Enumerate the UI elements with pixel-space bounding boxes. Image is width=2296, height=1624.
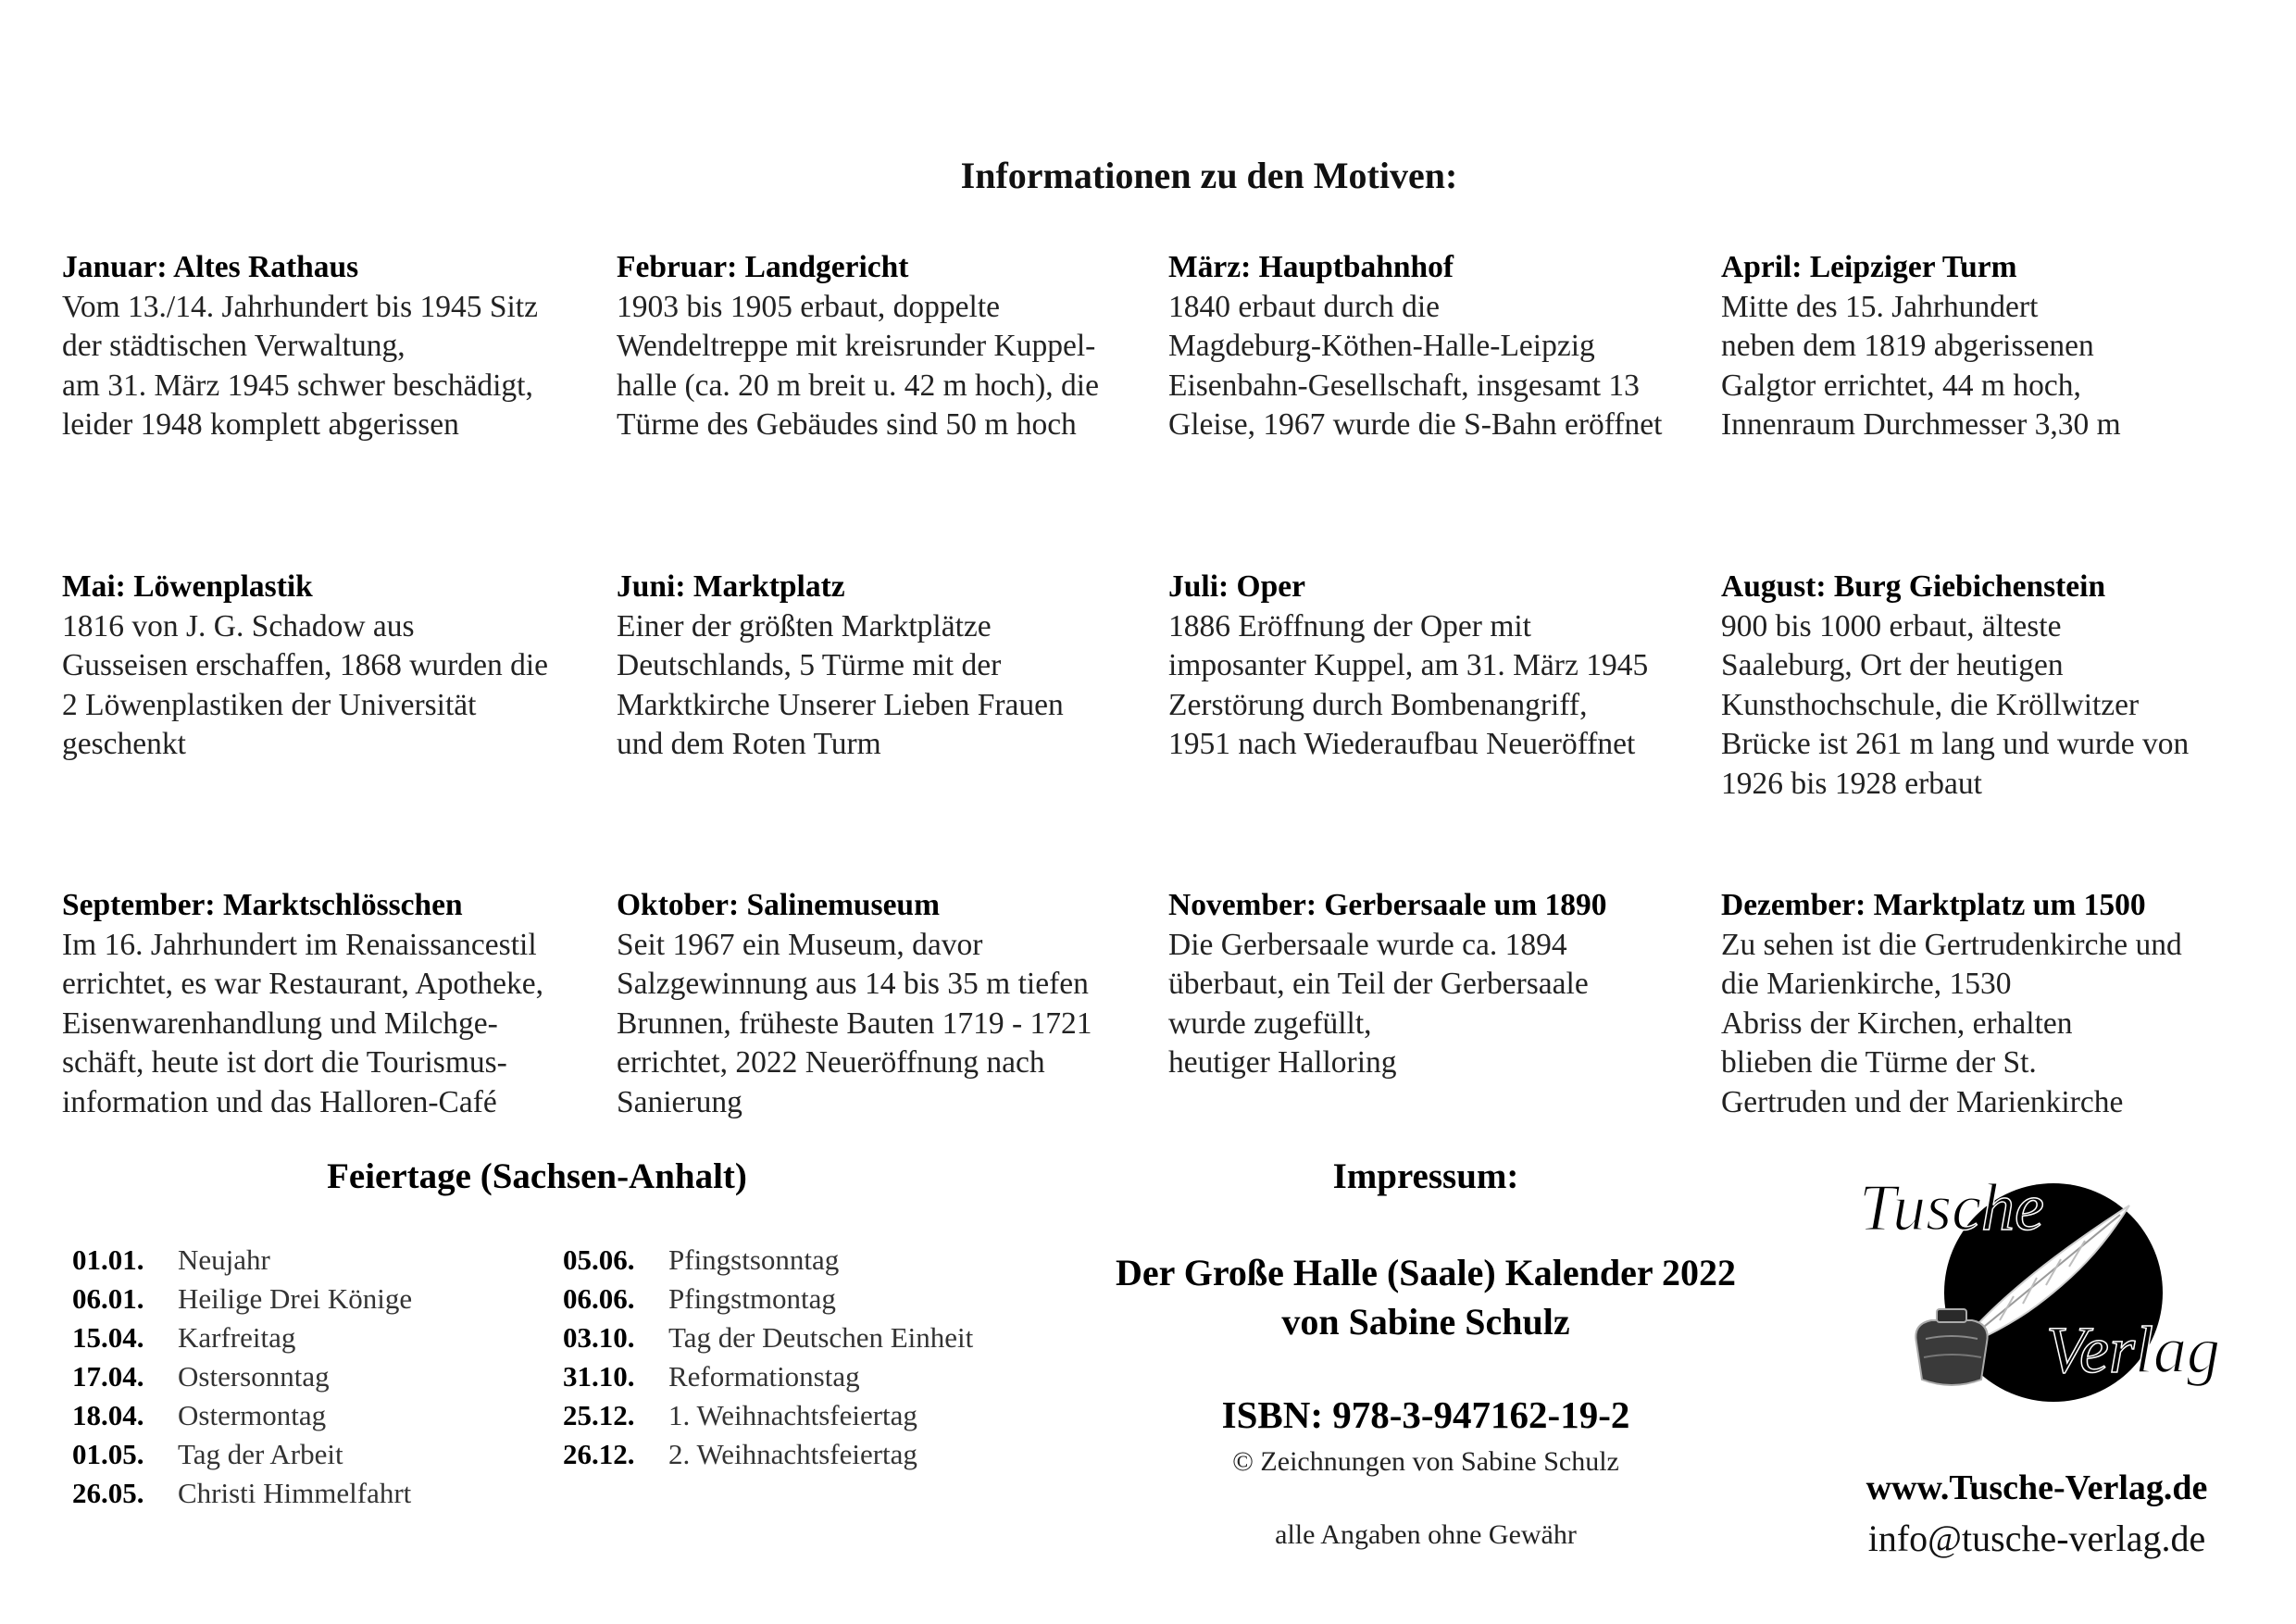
month-heading: September: Marktschlösschen <box>62 888 463 922</box>
holiday-row <box>563 1241 973 1280</box>
month-heading: Januar: Altes Rathaus <box>62 250 359 284</box>
holiday-row <box>72 1474 412 1513</box>
calendar-author: von Sabine Schulz <box>1281 1301 1570 1343</box>
holiday-row <box>72 1357 412 1396</box>
month-heading: Februar: Landgericht <box>617 250 909 284</box>
holiday-name: Christi Himmelfahrt <box>178 1477 412 1509</box>
month-heading: März: Hauptbahnhof <box>1168 250 1454 284</box>
holidays-title: Feiertage (Sachsen-Anhalt) <box>327 1156 747 1196</box>
month-info-february <box>617 248 1154 445</box>
month-heading: August: Burg Giebichenstein <box>1721 569 2106 604</box>
month-text: 1840 erbaut durch die Magdeburg-Köthen-Halle-Leipzig Eisenbahn-Gesellschaft, insgesamt 13 Gleise, 1967 wurde die S-Bahn eröffnet <box>1168 289 1663 442</box>
month-heading: Dezember: Marktplatz um 1500 <box>1721 888 2146 922</box>
month-heading: Juni: Marktplatz <box>617 569 845 604</box>
holiday-date: 05.06. <box>563 1243 635 1276</box>
holiday-name: Karfreitag <box>178 1321 296 1354</box>
holiday-name: Tag der Arbeit <box>178 1438 343 1470</box>
month-text: Die Gerbersaale wurde ca. 1894 überbaut, ein Teil der Gerbersaale wurde zugefüllt, heutiger Halloring <box>1168 927 1589 1080</box>
holidays-list-right <box>563 1241 973 1474</box>
month-text: Zu sehen ist die Gertrudenkirche und die Marienkirche, 1530 Abriss der Kirchen, erhalten blieben die Türme der St. Gertruden und der Marienkirche <box>1721 927 2182 1119</box>
month-heading: April: Leipziger Turm <box>1721 250 2017 284</box>
holiday-date: 17.04. <box>72 1360 144 1393</box>
month-info-january <box>62 248 599 445</box>
holiday-row <box>563 1280 973 1318</box>
holiday-date: 15.04. <box>72 1321 144 1354</box>
logo-word-tusche: Tusche <box>1859 1170 2045 1244</box>
holiday-row <box>72 1396 412 1435</box>
holiday-row <box>72 1318 412 1357</box>
holiday-row <box>563 1318 973 1357</box>
holiday-row <box>563 1435 973 1474</box>
disclaimer: alle Angaben ohne Gewähr <box>1275 1519 1577 1550</box>
month-heading: Oktober: Salinemuseum <box>617 888 940 922</box>
calendar-title <box>1055 1248 1796 1346</box>
month-heading: Mai: Löwenplastik <box>62 569 313 604</box>
page-title: Informationen zu den Motiven: <box>960 155 1458 196</box>
month-text: 1903 bis 1905 erbaut, doppelte Wendeltreppe mit kreisrunder Kuppel- halle (ca. 20 m breit u. 42 m hoch), die Türme des Gebäudes sind 50 m hoch <box>617 289 1099 442</box>
holiday-name: 2. Weihnachtsfeiertag <box>668 1438 917 1470</box>
holiday-name: Neujahr <box>178 1243 270 1276</box>
month-heading: November: Gerbersaale um 1890 <box>1168 888 1607 922</box>
holiday-row <box>563 1396 973 1435</box>
month-text: 900 bis 1000 erbaut, älteste Saaleburg, Ort der heutigen Kunsthochschule, die Kröllwitzer Brücke ist 261 m lang und wurde von 1926 bis 1928 erbaut <box>1721 608 2190 801</box>
month-info-april <box>1721 248 2258 445</box>
holiday-date: 31.10. <box>563 1360 635 1393</box>
logo-word-verlag: Verlag <box>2046 1313 2220 1387</box>
holiday-name: Reformationstag <box>668 1360 860 1393</box>
month-text: Mitte des 15. Jahrhundert neben dem 1819 abgerissenen Galgtor errichtet, 44 m hoch, Innenraum Durchmesser 3,30 m <box>1721 289 2121 442</box>
month-info-august <box>1721 568 2258 804</box>
publisher-logo <box>1852 1157 2259 1407</box>
calendar-name: Der Große Halle (Saale) Kalender 2022 <box>1116 1252 1736 1293</box>
holiday-row <box>72 1241 412 1280</box>
isbn: ISBN: 978-3-947162-19-2 <box>1221 1393 1630 1436</box>
holiday-row <box>72 1280 412 1318</box>
holiday-name: Pfingstmontag <box>668 1282 836 1315</box>
month-text: Seit 1967 ein Museum, davor Salzgewinnung aus 14 bis 35 m tiefen Brunnen, früheste Bauten 1719 - 1721 errichtet, 2022 Neueröffnung nach Sanierung <box>617 927 1092 1119</box>
holidays-list-left <box>72 1241 412 1513</box>
holiday-name: 1. Weihnachtsfeiertag <box>668 1399 917 1431</box>
month-text: Vom 13./14. Jahrhundert bis 1945 Sitz der städtischen Verwaltung, am 31. März 1945 schwer beschädigt, leider 1948 komplett abgerissen <box>62 289 538 442</box>
holiday-date: 18.04. <box>72 1399 144 1431</box>
holiday-name: Tag der Deutschen Einheit <box>668 1321 974 1354</box>
month-info-november <box>1168 886 1705 1083</box>
holiday-date: 25.12. <box>563 1399 635 1431</box>
holiday-name: Pfingstsonntag <box>668 1243 840 1276</box>
copyright-note: © Zeichnungen von Sabine Schulz <box>1232 1446 1619 1477</box>
holiday-name: Ostersonntag <box>178 1360 330 1393</box>
month-text: Im 16. Jahrhundert im Renaissancestil errichtet, es war Restaurant, Apotheke, Eisenwarenhandlung und Milchge- schäft, heute ist dort die Tourismus- information und das Halloren-Café <box>62 927 543 1119</box>
month-info-march <box>1168 248 1705 445</box>
month-text: 1816 von J. G. Schadow aus Gusseisen erschaffen, 1868 wurden die 2 Löwenplastiken der Universität geschenkt <box>62 608 548 761</box>
quill-inkwell-icon <box>1852 1157 2259 1407</box>
email-link[interactable]: info@tusche-verlag.de <box>1867 1518 2206 1559</box>
month-text: 1886 Eröffnung der Oper mit imposanter Kuppel, am 31. März 1945 Zerstörung durch Bombenangriff, 1951 nach Wiederaufbau Neueröffnet <box>1168 608 1649 761</box>
month-info-september <box>62 886 599 1122</box>
holiday-name: Heilige Drei Könige <box>178 1282 413 1315</box>
holiday-row <box>563 1357 973 1396</box>
holiday-date: 26.05. <box>72 1477 144 1509</box>
holiday-date: 26.12. <box>563 1438 635 1470</box>
month-info-july <box>1168 568 1705 765</box>
month-info-october <box>617 886 1154 1122</box>
holiday-date: 06.06. <box>563 1282 635 1315</box>
holiday-date: 01.01. <box>72 1243 144 1276</box>
holiday-date: 01.05. <box>72 1438 144 1470</box>
holiday-name: Ostermontag <box>178 1399 327 1431</box>
impressum-title: Impressum: <box>1332 1156 1519 1196</box>
website-link[interactable]: www.Tusche-Verlag.de <box>1866 1468 2208 1507</box>
month-info-june <box>617 568 1154 765</box>
month-info-december <box>1721 886 2258 1122</box>
holiday-row <box>72 1435 412 1474</box>
holiday-date: 06.01. <box>72 1282 144 1315</box>
month-info-may <box>62 568 599 765</box>
month-heading: Juli: Oper <box>1168 569 1305 604</box>
month-text: Einer der größten Marktplätze Deutschlands, 5 Türme mit der Marktkirche Unserer Lieben Frauen und dem Roten Turm <box>617 608 1064 761</box>
holiday-date: 03.10. <box>563 1321 635 1354</box>
